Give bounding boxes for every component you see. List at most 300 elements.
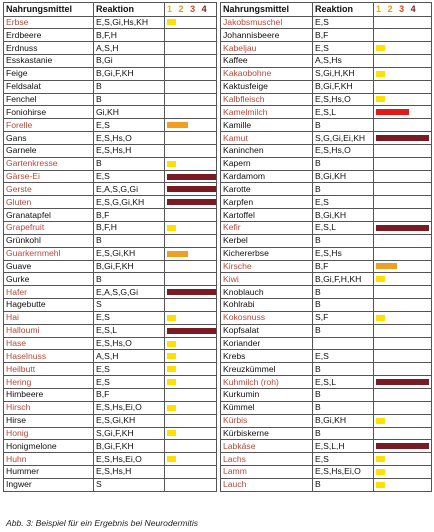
- severity-cell: [374, 363, 432, 376]
- table-row: [4, 260, 432, 273]
- table-row: [4, 311, 432, 324]
- food-name: Kreuzkümmel: [221, 363, 313, 376]
- severity-bar-level-4: [376, 443, 429, 449]
- food-name: Fenchel: [4, 93, 94, 106]
- food-name: Esskastanie: [4, 55, 94, 68]
- severity-3-label: 3: [190, 3, 198, 14]
- reaction-codes: B: [313, 234, 374, 247]
- food-name: Johannisbeere: [221, 29, 313, 42]
- table-row: [4, 196, 432, 209]
- food-name: Haselnuss: [4, 350, 94, 363]
- table-row: [4, 157, 432, 170]
- results-table: [3, 2, 432, 492]
- severity-cell: [165, 273, 217, 286]
- severity-bar-level-2: [167, 122, 188, 128]
- table-row: [4, 80, 432, 93]
- reaction-codes: B,F: [94, 209, 165, 222]
- reaction-codes: B: [94, 80, 165, 93]
- severity-cell: [374, 466, 432, 479]
- food-name: Kürbiskerne: [221, 427, 313, 440]
- reaction-codes: E,S,Hs,O: [313, 144, 374, 157]
- food-name: Kokosnuss: [221, 311, 313, 324]
- table-row: [4, 350, 432, 363]
- reaction-codes: S,G,Gi,Ei,KH: [313, 132, 374, 145]
- reaction-codes: E,S,Hs,O: [94, 337, 165, 350]
- severity-bar-level-1: [167, 405, 176, 411]
- food-name: Gurke: [4, 273, 94, 286]
- reaction-codes: B,Gi,F,KH: [313, 80, 374, 93]
- reaction-codes: B,Gi,F,KH: [94, 260, 165, 273]
- severity-bar-level-1: [167, 19, 176, 25]
- food-name: Honigmelone: [4, 440, 94, 453]
- food-name: Himbeere: [4, 388, 94, 401]
- header-row: [4, 3, 432, 17]
- reaction-codes: B,F,H: [94, 222, 165, 235]
- food-name: Kichererbse: [221, 247, 313, 260]
- reaction-codes: E,S,G,Gi,KH: [94, 196, 165, 209]
- food-name: Heilbutt: [4, 363, 94, 376]
- severity-3-label: 3: [399, 3, 407, 14]
- reaction-codes: B: [313, 478, 374, 491]
- food-name: Hafer: [4, 286, 94, 299]
- food-name: Hagebutte: [4, 299, 94, 312]
- header-food-right: Nahrungsmittel: [221, 3, 313, 17]
- table-row: [4, 453, 432, 466]
- reaction-codes: B: [313, 427, 374, 440]
- table-row: [4, 144, 432, 157]
- reaction-codes: B: [313, 286, 374, 299]
- severity-cell: [165, 478, 217, 491]
- severity-cell: [374, 286, 432, 299]
- reaction-codes: B: [313, 401, 374, 414]
- severity-bar-level-1: [167, 341, 176, 347]
- food-name: Gans: [4, 132, 94, 145]
- food-name: Krebs: [221, 350, 313, 363]
- food-name: Erbse: [4, 16, 94, 29]
- table-row: [4, 363, 432, 376]
- severity-bar-level-1: [376, 456, 385, 462]
- severity-4-label: 4: [201, 3, 209, 14]
- severity-cell: [374, 16, 432, 29]
- severity-bar-level-1: [167, 456, 176, 462]
- reaction-codes: E,S: [94, 311, 165, 324]
- reaction-codes: A,S,H: [94, 42, 165, 55]
- food-name: Erdbeere: [4, 29, 94, 42]
- severity-bar-level-4: [167, 199, 217, 205]
- severity-cell: [165, 260, 217, 273]
- severity-cell: [165, 401, 217, 414]
- severity-cell: [374, 93, 432, 106]
- severity-bar-level-1: [376, 96, 385, 102]
- reaction-codes: B,F: [94, 388, 165, 401]
- food-name: Kamut: [221, 132, 313, 145]
- table-row: [4, 170, 432, 183]
- food-name: Kümmel: [221, 401, 313, 414]
- food-name: Feldsalat: [4, 80, 94, 93]
- severity-cell: [374, 132, 432, 145]
- severity-cell: [165, 466, 217, 479]
- severity-cell: [165, 453, 217, 466]
- table-row: [4, 55, 432, 68]
- table-row: [4, 67, 432, 80]
- food-name: Hummer: [4, 466, 94, 479]
- severity-cell: [374, 170, 432, 183]
- severity-cell: [165, 440, 217, 453]
- table-row: [4, 234, 432, 247]
- reaction-codes: B: [313, 299, 374, 312]
- severity-bar-level-4: [376, 225, 429, 231]
- food-name: Ingwer: [4, 478, 94, 491]
- reaction-codes: B,Gi: [94, 55, 165, 68]
- severity-cell: [165, 132, 217, 145]
- severity-cell: [165, 222, 217, 235]
- reaction-codes: E,S,Hs,H: [94, 466, 165, 479]
- reaction-codes: E,S: [313, 16, 374, 29]
- food-name: Kaninchen: [221, 144, 313, 157]
- table-row: [4, 466, 432, 479]
- reaction-codes: B,F: [313, 260, 374, 273]
- food-name: Kapern: [221, 157, 313, 170]
- reaction-codes: B: [94, 273, 165, 286]
- table-row: [4, 376, 432, 389]
- table-row: [4, 337, 432, 350]
- severity-cell: [165, 80, 217, 93]
- reaction-codes: E,S,Hs,H: [94, 144, 165, 157]
- severity-cell: [374, 427, 432, 440]
- severity-cell: [374, 106, 432, 119]
- severity-cell: [374, 183, 432, 196]
- severity-bar-level-1: [167, 315, 176, 321]
- reaction-codes: E,S,Hs: [313, 247, 374, 260]
- food-name: Kamille: [221, 119, 313, 132]
- severity-cell: [374, 55, 432, 68]
- severity-cell: [165, 247, 217, 260]
- reaction-codes: S: [94, 478, 165, 491]
- severity-2-label: 2: [387, 3, 395, 14]
- food-name: Guarkernmehl: [4, 247, 94, 260]
- food-name: Kefir: [221, 222, 313, 235]
- results-table-container: [3, 2, 431, 492]
- reaction-codes: B,Gi,F,KH: [94, 67, 165, 80]
- severity-cell: [374, 29, 432, 42]
- reaction-codes: E,S: [313, 453, 374, 466]
- severity-cell: [165, 196, 217, 209]
- reaction-codes: E,A,S,G,Gi: [94, 286, 165, 299]
- severity-1-label: 1: [167, 3, 175, 14]
- results-table-body: [4, 16, 432, 491]
- food-name: Foniohirse: [4, 106, 94, 119]
- table-row: [4, 106, 432, 119]
- food-name: Kaktusfeige: [221, 80, 313, 93]
- reaction-codes: E,S,Hs,Ei,O: [313, 466, 374, 479]
- severity-bar-level-1: [376, 469, 385, 475]
- reaction-codes: B: [94, 234, 165, 247]
- food-name: Kerbel: [221, 234, 313, 247]
- reaction-codes: Gi,KH: [94, 106, 165, 119]
- table-row: [4, 440, 432, 453]
- severity-bar-level-1: [376, 71, 385, 77]
- severity-bar-level-1: [376, 45, 385, 51]
- header-severity-right: [374, 3, 432, 17]
- table-row: [4, 209, 432, 222]
- severity-cell: [374, 67, 432, 80]
- severity-cell: [165, 183, 217, 196]
- food-name: Erdnuss: [4, 42, 94, 55]
- severity-cell: [374, 144, 432, 157]
- severity-bar-level-4: [376, 135, 429, 141]
- reaction-codes: [313, 337, 374, 350]
- food-name: Kohlrabi: [221, 299, 313, 312]
- reaction-codes: B,F: [313, 29, 374, 42]
- severity-cell: [374, 196, 432, 209]
- severity-bar-level-1: [167, 225, 176, 231]
- severity-cell: [165, 42, 217, 55]
- food-name: Huhn: [4, 453, 94, 466]
- food-name: Koriander: [221, 337, 313, 350]
- food-name: Kartoffel: [221, 209, 313, 222]
- food-name: Garnele: [4, 144, 94, 157]
- food-name: Knoblauch: [221, 286, 313, 299]
- table-row: [4, 324, 432, 337]
- food-name: Kuhmilch (roh): [221, 376, 313, 389]
- reaction-codes: E,S: [313, 350, 374, 363]
- reaction-codes: E,A,S,G,Gi: [94, 183, 165, 196]
- severity-cell: [165, 414, 217, 427]
- food-name: Kürbis: [221, 414, 313, 427]
- severity-cell: [165, 427, 217, 440]
- severity-bar-level-1: [376, 418, 385, 424]
- reaction-codes: E,S,Gi,KH: [94, 414, 165, 427]
- reaction-codes: B,F,H: [94, 29, 165, 42]
- severity-cell: [374, 401, 432, 414]
- food-name: Kaffee: [221, 55, 313, 68]
- reaction-codes: B,Gi,KH: [313, 209, 374, 222]
- reaction-codes: E,S: [94, 376, 165, 389]
- food-name: Kardamom: [221, 170, 313, 183]
- food-name: Lachs: [221, 453, 313, 466]
- severity-cell: [165, 29, 217, 42]
- severity-bar-level-4: [167, 186, 217, 192]
- severity-bar-level-1: [376, 315, 385, 321]
- food-name: Guave: [4, 260, 94, 273]
- food-name: Honig: [4, 427, 94, 440]
- severity-cell: [374, 234, 432, 247]
- severity-cell: [165, 157, 217, 170]
- severity-bar-level-1: [167, 161, 176, 167]
- reaction-codes: S: [94, 299, 165, 312]
- reaction-codes: E,S,L: [313, 106, 374, 119]
- reaction-codes: S,Gi,H,KH: [313, 67, 374, 80]
- severity-bar-level-1: [167, 379, 176, 385]
- severity-bar-level-3: [376, 109, 409, 115]
- reaction-codes: B,Gi,KH: [313, 414, 374, 427]
- food-name: Kabeljau: [221, 42, 313, 55]
- reaction-codes: E,S: [94, 119, 165, 132]
- severity-cell: [165, 67, 217, 80]
- header-reaction-right: Reaktion: [313, 3, 374, 17]
- food-name: Karotte: [221, 183, 313, 196]
- reaction-codes: B: [313, 363, 374, 376]
- food-name: Forelle: [4, 119, 94, 132]
- severity-4-label: 4: [410, 3, 418, 14]
- reaction-codes: E,S,Hs,Ei,O: [94, 401, 165, 414]
- food-name: Lamm: [221, 466, 313, 479]
- reaction-codes: E,S,Hs,O: [313, 93, 374, 106]
- food-name: Jakobsmuschel: [221, 16, 313, 29]
- reaction-codes: B: [313, 119, 374, 132]
- severity-cell: [165, 311, 217, 324]
- severity-cell: [374, 478, 432, 491]
- severity-cell: [165, 144, 217, 157]
- severity-cell: [374, 299, 432, 312]
- severity-cell: [374, 42, 432, 55]
- food-name: Kakaobohne: [221, 67, 313, 80]
- reaction-codes: E,S: [94, 170, 165, 183]
- severity-cell: [165, 93, 217, 106]
- reaction-codes: B,Gi,KH: [313, 170, 374, 183]
- table-row: [4, 401, 432, 414]
- food-name: Halloumi: [4, 324, 94, 337]
- food-name: Kiwi: [221, 273, 313, 286]
- food-name: Hai: [4, 311, 94, 324]
- severity-cell: [165, 388, 217, 401]
- severity-cell: [374, 388, 432, 401]
- reaction-codes: B,Gi,F,H,KH: [313, 273, 374, 286]
- severity-bar-level-4: [167, 328, 217, 334]
- severity-bar-level-1: [376, 482, 385, 488]
- table-row: [4, 427, 432, 440]
- severity-cell: [165, 209, 217, 222]
- severity-1-label: 1: [376, 3, 384, 14]
- table-row: [4, 119, 432, 132]
- table-row: [4, 16, 432, 29]
- food-name: Granatapfel: [4, 209, 94, 222]
- severity-bar-level-2: [376, 263, 397, 269]
- table-row: [4, 388, 432, 401]
- reaction-codes: E,S: [313, 42, 374, 55]
- table-row: [4, 247, 432, 260]
- severity-cell: [374, 350, 432, 363]
- severity-cell: [165, 299, 217, 312]
- table-row: [4, 132, 432, 145]
- food-name: Kurkumin: [221, 388, 313, 401]
- reaction-codes: B: [313, 388, 374, 401]
- severity-bar-level-2: [167, 251, 188, 257]
- table-row: [4, 183, 432, 196]
- reaction-codes: A,S,H: [94, 350, 165, 363]
- reaction-codes: E,S,Hs,O: [94, 132, 165, 145]
- severity-cell: [374, 337, 432, 350]
- severity-cell: [165, 324, 217, 337]
- severity-cell: [165, 286, 217, 299]
- table-row: [4, 42, 432, 55]
- reaction-codes: E,S,L,H: [313, 440, 374, 453]
- food-name: Gluten: [4, 196, 94, 209]
- header-severity-left: [165, 3, 217, 17]
- header-food-left: Nahrungsmittel: [4, 3, 94, 17]
- reaction-codes: B: [94, 157, 165, 170]
- severity-cell: [374, 260, 432, 273]
- severity-cell: [165, 234, 217, 247]
- severity-cell: [374, 209, 432, 222]
- severity-cell: [374, 311, 432, 324]
- severity-bar-level-1: [376, 276, 385, 282]
- reaction-codes: E,S: [313, 196, 374, 209]
- food-name: Kopfsalat: [221, 324, 313, 337]
- table-row: [4, 414, 432, 427]
- severity-bar-level-1: [167, 430, 176, 436]
- reaction-codes: B: [94, 93, 165, 106]
- food-name: Kamelmilch: [221, 106, 313, 119]
- food-name: Karpfen: [221, 196, 313, 209]
- table-row: [4, 286, 432, 299]
- reaction-codes: E,S: [94, 363, 165, 376]
- severity-bar-level-4: [167, 174, 217, 180]
- food-name: Gartenkresse: [4, 157, 94, 170]
- reaction-codes: E,S,Hs,Ei,O: [94, 453, 165, 466]
- food-name: Labkäse: [221, 440, 313, 453]
- figure-caption: Abb. 3: Beispiel für ein Ergebnis bei Neurodermitis: [6, 518, 199, 528]
- reaction-codes: B: [313, 157, 374, 170]
- severity-cell: [165, 363, 217, 376]
- table-row: [4, 93, 432, 106]
- severity-cell: [165, 119, 217, 132]
- severity-cell: [374, 376, 432, 389]
- severity-bar-level-1: [167, 353, 176, 359]
- severity-bar-level-1: [167, 366, 176, 372]
- reaction-codes: B,Gi,F,KH: [94, 440, 165, 453]
- reaction-codes: E,S,L: [313, 222, 374, 235]
- severity-cell: [374, 119, 432, 132]
- severity-2-label: 2: [178, 3, 186, 14]
- food-name: Gärse-Ei: [4, 170, 94, 183]
- severity-cell: [374, 273, 432, 286]
- table-row: [4, 478, 432, 491]
- food-name: Hering: [4, 376, 94, 389]
- header-reaction-left: Reaktion: [94, 3, 165, 17]
- severity-cell: [374, 157, 432, 170]
- food-name: Gerste: [4, 183, 94, 196]
- table-row: [4, 273, 432, 286]
- table-row: [4, 299, 432, 312]
- reaction-codes: E,S,L: [94, 324, 165, 337]
- severity-cell: [165, 376, 217, 389]
- severity-cell: [165, 16, 217, 29]
- food-name: Grünkohl: [4, 234, 94, 247]
- severity-cell: [165, 55, 217, 68]
- severity-cell: [374, 414, 432, 427]
- food-name: Hase: [4, 337, 94, 350]
- table-row: [4, 29, 432, 42]
- severity-cell: [374, 247, 432, 260]
- food-name: Hirse: [4, 414, 94, 427]
- food-name: Hirsch: [4, 401, 94, 414]
- severity-cell: [374, 80, 432, 93]
- severity-bar-level-4: [376, 379, 429, 385]
- reaction-codes: E,S,L: [313, 376, 374, 389]
- severity-cell: [374, 440, 432, 453]
- food-name: Feige: [4, 67, 94, 80]
- severity-cell: [374, 324, 432, 337]
- reaction-codes: B: [313, 324, 374, 337]
- reaction-codes: A,S,Hs: [313, 55, 374, 68]
- severity-cell: [165, 350, 217, 363]
- reaction-codes: E,S,Gi,KH: [94, 247, 165, 260]
- severity-cell: [165, 170, 217, 183]
- food-name: Lauch: [221, 478, 313, 491]
- reaction-codes: S,F: [313, 311, 374, 324]
- food-name: Kirsche: [221, 260, 313, 273]
